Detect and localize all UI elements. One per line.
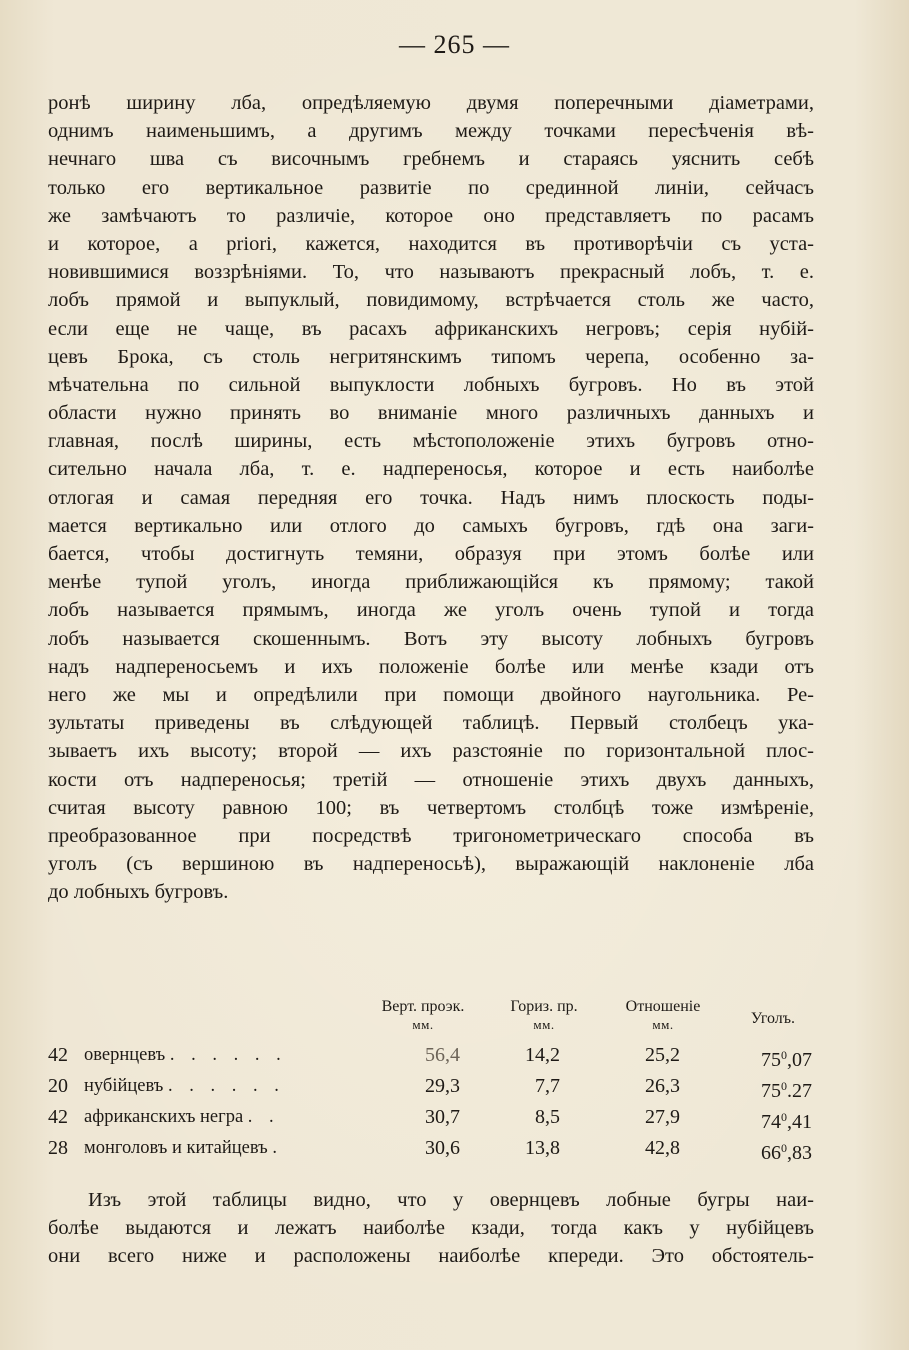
angle-minutes: 83 [792,1142,812,1164]
text-line: лобъ называется прямымъ, иногда же уголъ очень тупой и тогда [48,599,814,622]
group-name: монголовъ и китайцевъ [84,1138,268,1158]
text-line: надъ надпереносьемъ и ихъ положеніе болѣе или менѣе кзади отъ [48,655,814,678]
vertical-value: 56,4 [425,1044,460,1066]
horizontal-value: 13,8 [525,1137,560,1159]
column-header-angle [728,1010,818,1028]
text-line: же замѣчаютъ то различіе, которое оно представляетъ по расамъ [48,204,814,227]
column-header-unit: мм. [533,1017,555,1032]
angle-minutes: 27 [792,1080,812,1102]
angle-degrees: 66 [761,1142,781,1164]
angle-degrees: 75 [761,1049,781,1071]
text-line: новившимися воззрѣніями. То, что называютъ прекрасный лобъ, т. е. [48,261,814,284]
text-line: зываетъ ихъ высоту; второй — ихъ разстояніе по горизонтальной плос- [48,740,814,763]
text-line: до лобныхъ бугровъ. [48,881,229,904]
row-group [84,1133,384,1163]
text-line: мѣчательна по сильной выпуклости лобныхъ бугровъ. Но въ этой [48,373,814,396]
body-paragraph [48,89,814,906]
vertical-value: 30,6 [425,1137,460,1159]
text-line: сительно начала лба, т. е. надпереносья, которое и есть наиболѣе [48,458,814,481]
angle-minutes: 41 [792,1111,812,1133]
ratio-value: 27,9 [645,1106,680,1128]
text-line: однимъ наименьшимъ, а другимъ между точками пересѣченія вѣ- [48,120,814,143]
text-line: если еще не чаще, въ расахъ африканскихъ негровъ; серія нубій- [48,317,814,340]
angle-degrees: 75 [761,1080,781,1102]
ratio-value: 42,8 [645,1137,680,1159]
horizontal-value: 14,2 [525,1044,560,1066]
ratio-value: 25,2 [645,1044,680,1066]
text-line: главная, послѣ ширины, есть мѣстоположеніе этихъ бугровъ отно- [48,430,814,453]
text-line: менѣе тупой уголъ, иногда приближающійся къ прямому; такой [48,571,814,594]
text-line: нечнаго шва съ височнымъ гребнемъ и стараясь уяснить себѣ [48,148,814,171]
column-header-horizontal [488,998,600,1034]
ratio-value: 26,3 [645,1075,680,1097]
column-header-label: Уголъ. [750,1010,796,1027]
column-header-label: Верт. проэк. [381,998,465,1015]
column-header-label: Отношеніе [625,998,701,1015]
row-count: 42 [48,1106,68,1128]
text-line: они всего ниже и расположены наиболѣе кпереди. Это обстоятель- [48,1245,814,1268]
text-line: зультаты приведены въ слѣдующей таблицѣ. Первый столбецъ ука- [48,712,814,735]
text-line: отлогая и самая передняя его точка. Надъ нимъ плоскость поды- [48,486,814,509]
text-line: бается, чтобы достигнуть темяни, образуя при этомъ болѣе или [48,543,814,565]
body-paragraph [48,1186,814,1271]
column-header-vertical [364,998,482,1034]
row-count: 42 [48,1044,68,1066]
degree-symbol: 0 [781,1141,787,1155]
text-line: считая высоту равною 100; въ четвертомъ столбцѣ тоже измѣреніе, [48,796,814,819]
row-group [84,1040,384,1070]
table-row [48,1133,828,1163]
group-name: овернцевъ [84,1045,166,1065]
row-count: 20 [48,1075,68,1097]
text-line: кости отъ надпереносья; третій — отношеніе этихъ двухъ данныхъ, [48,768,814,791]
horizontal-value: 8,5 [535,1106,560,1128]
text-line: болѣе выдаются и лежатъ наиболѣе кзади, тогда какъ у нубійцевъ [48,1217,814,1240]
table-row [48,1040,828,1070]
text-line: и которое, a priori, кажется, находится въ противорѣчіи съ уста- [48,232,814,255]
column-header-unit: мм. [412,1017,434,1032]
group-name: нубійцевъ [84,1076,164,1096]
text-line: цевъ Брока, съ столь негритянскимъ типомъ черепа, особенно за- [48,345,814,368]
text-line: области нужно принять во вниманіе много различныхъ данныхъ и [48,402,814,425]
text-line: него же мы и опредѣлили при помощи двойного наугольника. Ре- [48,683,814,706]
text-line: преобразованное при посредствѣ тригонометрическаго способа въ [48,824,814,847]
text-line: лобъ называется скошеннымъ. Вотъ эту высоту лобныхъ бугровъ [48,627,814,650]
vertical-value: 30,7 [425,1106,460,1128]
degree-symbol: 0 [781,1048,787,1062]
row-group [84,1071,384,1101]
degree-symbol: 0 [781,1110,787,1124]
column-header-ratio [596,998,730,1034]
group-name: африканскихъ негра [84,1107,244,1127]
row-count: 28 [48,1137,68,1159]
text-line: уголъ (съ вершиною въ надпереносьѣ), выражающій наклоненіе лба [48,853,814,876]
angle-value: $66^0,83$ [761,1141,812,1164]
text-line: мается вертикально или отлого до самыхъ бугровъ, гдѣ она заги- [48,514,814,537]
text-line: ронѣ ширину лба, опредѣляемую двумя поперечными діаметрами, [48,92,814,114]
text-line: только его вертикальное развитіе по срединной линіи, сейчасъ [48,176,814,199]
angle-value: $75^0.27$ [761,1079,812,1102]
horizontal-value: 7,7 [535,1075,560,1097]
angle-value: $74^0,41$ [761,1110,812,1133]
angle-degrees: 74 [761,1111,781,1133]
angle-minutes: 07 [792,1049,812,1071]
text-line: Изъ этой таблицы видно, что у овернцевъ лобные бугры наи- [88,1189,814,1211]
degree-symbol: 0 [781,1079,787,1093]
angle-value: $75^0,07$ [761,1048,812,1071]
leader-dots: . . . . . . [167,1076,285,1096]
leader-dots: . [272,1138,283,1158]
table-row [48,1102,828,1132]
table-row [48,1071,828,1101]
column-header-unit: мм. [652,1017,674,1032]
row-group [84,1102,384,1132]
vertical-value: 29,3 [425,1075,460,1097]
page-number: — 265 — [399,30,510,59]
text-line: лобъ прямой и выпуклый, повидимому, встрѣчается столь же часто, [48,289,814,312]
column-header-label: Гориз. пр. [510,998,578,1015]
leader-dots: . . [247,1107,280,1127]
leader-dots: . . . . . . [169,1045,287,1065]
